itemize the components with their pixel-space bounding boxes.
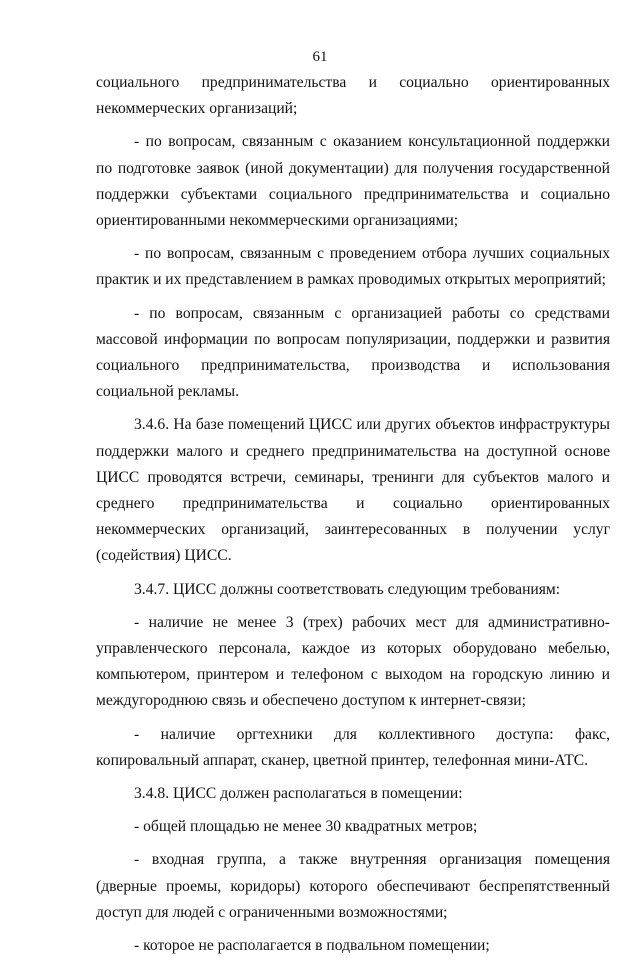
paragraph-no-basement: - которое не располагается в подвальном помещении; <box>134 937 490 955</box>
paragraph-continuation: социального предпринимательства и социально ориентированных некоммерческих организаций; <box>96 74 610 118</box>
paragraph-mass-media: - по вопросам, связанным с организацией работы со средствами массовой информации по вопросам популяризации, поддержки и развития социального предпринимательства, производства и использования социальной рекламы. <box>96 304 610 401</box>
paragraph-area: - общей площадью не менее 30 квадратных метров; <box>134 818 478 836</box>
paragraph-accessibility: - входная группа, а также внутренняя организация помещения (дверные проемы, коридоры) которого обеспечивают беспрепятственный доступ для людей с ограниченными возможностями; <box>96 851 610 921</box>
document-body <box>96 70 610 966</box>
paragraph-3-4-6: 3.4.6. На базе помещений ЦИСС или других объектов инфраструктуры поддержки малого и среднего предпринимательства на доступной основе ЦИСС проводятся встречи, семинары, тренинги для субъектов малого и среднего предпринимательства и социально ориентированных некоммерческих организаций, заинтересованных в получении услуг (содействия) ЦИСС. <box>96 416 610 565</box>
paragraph-workplaces: - наличие не менее 3 (трех) рабочих мест для административно-управленческого персонала, каждое из которых оборудовано мебелью, компьютером, принтером и телефоном с выходом на городскую линию и междугороднюю связь и обеспечено доступом к интернет-связи; <box>96 613 610 710</box>
page-number: 61 <box>312 49 328 65</box>
paragraph-office-equipment: - наличие оргтехники для коллективного доступа: факс, копировальный аппарат, сканер, цветной принтер, телефонная мини-АТС. <box>96 725 610 769</box>
paragraph-best-practices: - по вопросам, связанным с проведением отбора лучших социальных практик и их представлением в рамках проводимых открытых мероприятий; <box>96 245 610 289</box>
paragraph-3-4-7: 3.4.7. ЦИСС должны соответствовать следующим требованиям: <box>134 580 561 598</box>
paragraph-consulting-support: - по вопросам, связанным с оказанием консультационной поддержки по подготовке заявок (иной документации) для получения государственной поддержки субъектами социального предпринимательства и социально ориентированными некоммерческими организациями; <box>96 133 610 230</box>
paragraph-3-4-8: 3.4.8. ЦИСС должен располагаться в помещении: <box>134 785 463 803</box>
